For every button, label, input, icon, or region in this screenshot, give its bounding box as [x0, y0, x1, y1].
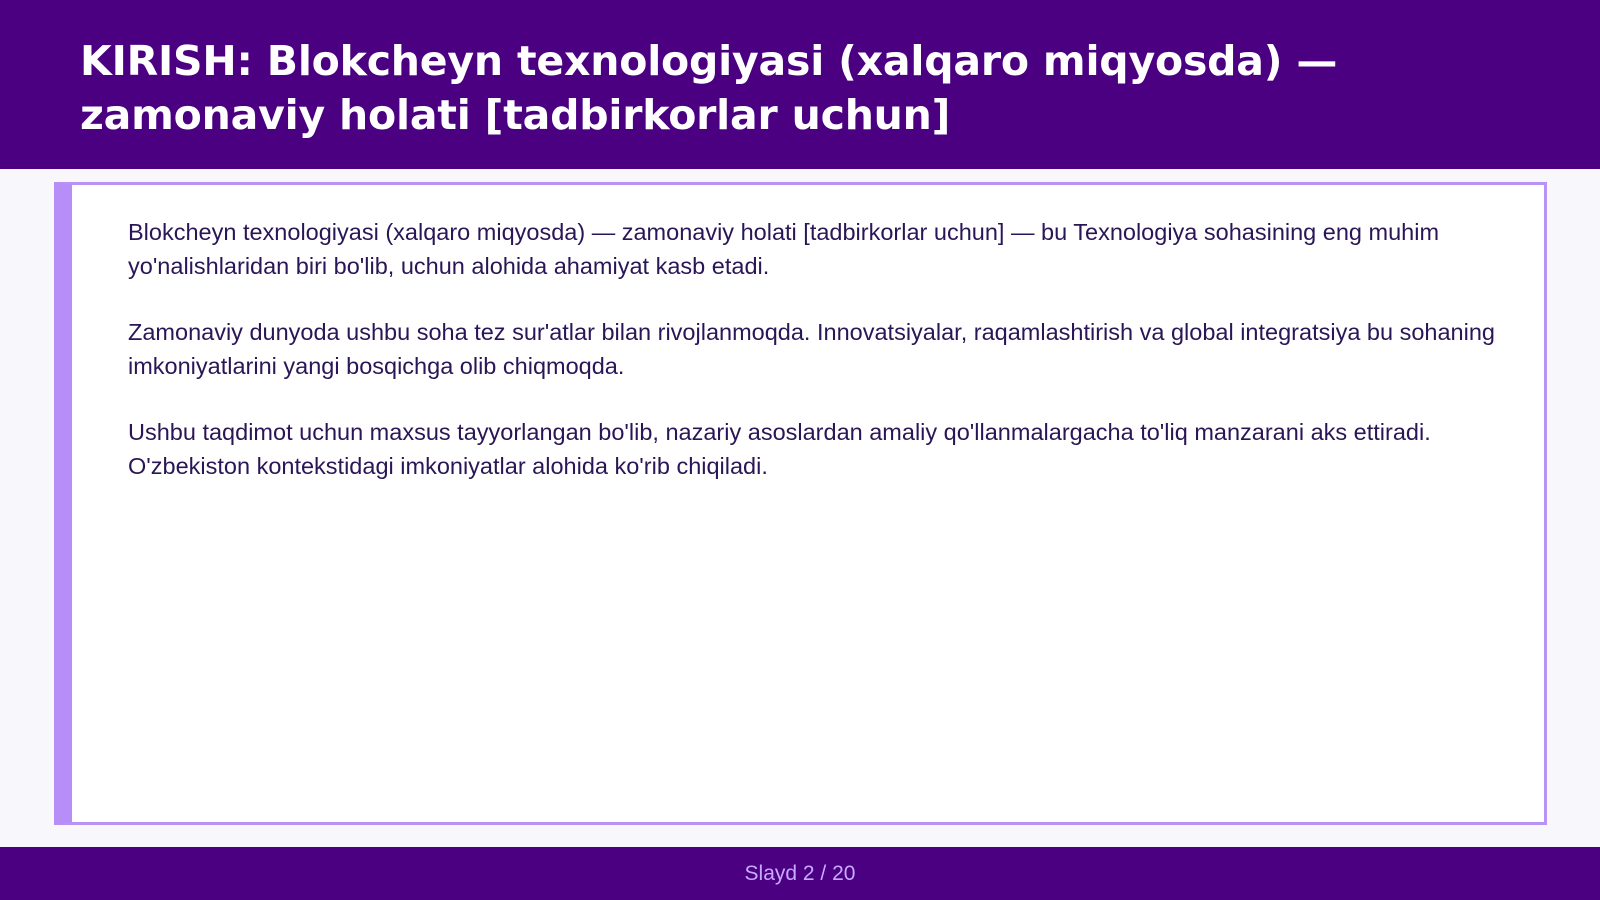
content-card: [54, 182, 1547, 825]
slide-title: KIRISH: Blokcheyn texnologiyasi (xalqaro miqyosda) — zamonaviy holati [tadbirkorlar uchun]: [80, 37, 1338, 139]
paragraph-intro: Blokcheyn texnologiyasi (xalqaro miqyosda) — zamonaviy holati [tadbirkorlar uchun] — bu Texnologiya sohasining eng muhim yo'nalishlaridan biri bo'lib, uchun alohida ahamiyat kasb etadi.: [128, 219, 1440, 279]
content-text: [128, 215, 1518, 515]
slide-header: [0, 0, 1600, 169]
slide-counter: Slayd 2 / 20: [744, 862, 856, 885]
slide-footer: [0, 847, 1600, 900]
paragraph-development: Zamonaviy dunyoda ushbu soha tez sur'atlar bilan rivojlanmoqda. Innovatsiyalar, raqamlashtirish va global integratsiya bu sohaning imkoniyatlarini yangi bosqichga olib chiqmoqda.: [128, 319, 1495, 379]
paragraph-presentation: Ushbu taqdimot uchun maxsus tayyorlangan bo'lib, nazariy asoslardan amaliy qo'llanmalargacha to'liq manzarani aks ettiradi. O'zbekiston kontekstidagi imkoniyatlar alohida ko'rib chiqiladi.: [128, 419, 1431, 479]
